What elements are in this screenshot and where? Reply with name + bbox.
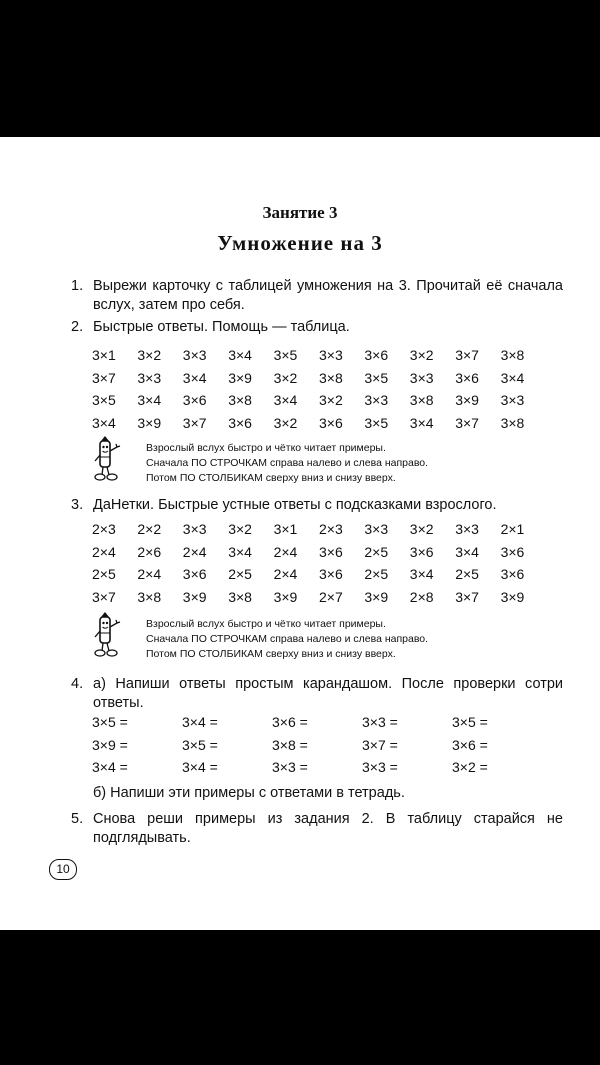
example-cell: 3×4 =: [92, 759, 128, 775]
example-cell: 3×6: [500, 543, 525, 560]
task-3-text: ДаНетки. Быстрые устные ответы с подсказками взрослого.: [93, 497, 497, 513]
task-3-number: 3.: [71, 497, 84, 513]
example-cell: 3×3: [409, 369, 434, 386]
example-cell: 3×9: [137, 414, 162, 431]
example-cell: 3×9: [228, 369, 252, 386]
example-cell: 3×8: [228, 588, 252, 605]
example-cell: 3×4: [92, 414, 116, 431]
example-cell: 2×5: [364, 566, 389, 582]
example-cell: 2×2: [137, 521, 162, 537]
task-5-number: 5.: [71, 811, 84, 827]
task-5: [71, 810, 563, 850]
pencil-mascot-icon: [92, 435, 126, 483]
pencil-mascot-icon: [92, 611, 126, 659]
example-cell: 3×3 =: [272, 759, 308, 775]
example-cell: 2×7: [319, 588, 343, 605]
example-cell: 3×4: [228, 347, 252, 363]
task-5-text: Снова реши примеры из задания 2. В таблицу старайся не подглядывать.: [93, 811, 563, 846]
example-cell: 3×6 =: [272, 714, 308, 730]
task-3-examples-grid: [92, 521, 552, 609]
example-cell: 3×2: [273, 369, 298, 386]
example-cell: 3×3: [455, 521, 479, 537]
example-cell: 3×4: [455, 543, 479, 560]
example-cell: 3×5 =: [92, 714, 128, 730]
task-2-adult-note: [146, 441, 546, 486]
example-cell: 3×8: [409, 392, 434, 408]
example-cell: 2×5: [455, 566, 479, 582]
example-cell: 3×3: [500, 392, 525, 408]
task-4: [71, 675, 563, 715]
example-cell: 3×3: [137, 369, 162, 386]
example-cell: 3×6: [182, 392, 207, 408]
example-cell: 3×6: [319, 414, 343, 431]
example-cell: 3×7: [455, 588, 479, 605]
example-cell: 2×4: [137, 566, 162, 582]
example-cell: 3×8: [500, 347, 525, 363]
example-cell: 3×7 =: [362, 736, 398, 753]
example-cell: 3×2: [319, 392, 343, 408]
textbook-page: [0, 137, 600, 930]
example-cell: 3×8: [228, 392, 252, 408]
example-cell: 3×4: [409, 414, 434, 431]
example-cell: 2×3: [319, 521, 343, 537]
example-cell: 3×3: [182, 347, 207, 363]
task-2-text: Быстрые ответы. Помощь — таблица.: [93, 319, 350, 335]
example-cell: 3×6: [455, 369, 479, 386]
example-cell: 3×2: [228, 521, 252, 537]
task-4b-text: б) Напиши эти примеры с ответами в тетрадь.: [93, 785, 405, 801]
task-1-number: 1.: [71, 278, 84, 294]
example-cell: 2×4: [273, 566, 298, 582]
example-cell: 3×9: [182, 588, 207, 605]
example-cell: 3×2: [273, 414, 298, 431]
example-cell: 3×6: [319, 566, 343, 582]
example-cell: 3×4 =: [182, 759, 218, 775]
example-cell: 3×2: [409, 521, 434, 537]
example-cell: 2×4: [92, 543, 116, 560]
example-cell: 3×6: [228, 414, 252, 431]
example-cell: 2×1: [500, 521, 525, 537]
example-cell: 3×9: [273, 588, 298, 605]
example-cell: 3×6: [409, 543, 434, 560]
example-cell: 3×8: [500, 414, 525, 431]
task-4a-text: а) Напиши ответы простым карандашом. После проверки сотри ответы.: [93, 676, 563, 711]
task-2-examples-grid: [92, 347, 552, 435]
example-cell: 3×4 =: [182, 714, 218, 730]
example-cell: 3×4: [228, 543, 252, 560]
example-cell: 2×4: [182, 543, 207, 560]
page-title: Умножение на 3: [217, 231, 383, 255]
example-cell: 3×6: [182, 566, 207, 582]
example-cell: 3×6: [364, 347, 389, 363]
task-3: [71, 496, 563, 516]
example-cell: 3×4: [273, 392, 298, 408]
example-cell: 3×7: [92, 369, 116, 386]
example-cell: 3×3: [182, 521, 207, 537]
example-cell: 3×5: [364, 369, 389, 386]
example-cell: 3×9 =: [92, 736, 128, 753]
example-cell: 3×3 =: [362, 714, 398, 730]
example-cell: 3×5 =: [182, 736, 218, 753]
example-cell: 3×9: [455, 392, 479, 408]
example-cell: 3×6: [319, 543, 343, 560]
example-cell: 3×5: [364, 414, 389, 431]
example-cell: 3×4: [182, 369, 207, 386]
lesson-heading: Занятие 3: [262, 203, 338, 222]
example-cell: 3×7: [182, 414, 207, 431]
example-cell: 3×2: [137, 347, 162, 363]
example-cell: 3×9: [500, 588, 525, 605]
example-cell: 3×5: [92, 392, 116, 408]
example-cell: 2×5: [228, 566, 252, 582]
example-cell: 3×8: [137, 588, 162, 605]
example-cell: 3×3: [364, 521, 389, 537]
note-line: Сначала ПО СТРОЧКАМ справа налево и слева направо.: [146, 633, 429, 645]
example-cell: 3×4: [409, 566, 434, 582]
example-cell: 3×6: [500, 566, 525, 582]
note-line: Сначала ПО СТРОЧКАМ справа налево и слева направо.: [146, 457, 429, 469]
note-line: Взрослый вслух быстро и чётко читает примеры.: [146, 618, 386, 630]
example-cell: 2×8: [409, 588, 434, 605]
example-cell: 3×1: [92, 347, 116, 363]
example-cell: 3×2: [409, 347, 434, 363]
note-line: Взрослый вслух быстро и чётко читает примеры.: [146, 442, 386, 454]
task-2: [71, 318, 563, 338]
example-cell: 3×3: [319, 347, 343, 363]
task-4-number: 4.: [71, 676, 84, 692]
example-cell: 3×8 =: [272, 736, 308, 753]
example-cell: 3×4: [137, 392, 162, 408]
example-cell: 3×8: [319, 369, 343, 386]
note-line: Потом ПО СТОЛБИКАМ сверху вниз и снизу вверх.: [146, 472, 396, 484]
note-line: Потом ПО СТОЛБИКАМ сверху вниз и снизу вверх.: [146, 648, 396, 660]
example-cell: 3×6 =: [452, 736, 488, 753]
task-4-examples-grid: [92, 714, 552, 780]
example-cell: 2×5: [92, 566, 116, 582]
task-1: [71, 277, 563, 317]
example-cell: 3×4: [500, 369, 525, 386]
example-cell: 3×3: [364, 392, 389, 408]
example-cell: 3×2 =: [452, 759, 488, 775]
example-cell: 3×1: [273, 521, 298, 537]
example-cell: 3×5 =: [452, 714, 488, 730]
example-cell: 3×5: [273, 347, 298, 363]
task-2-number: 2.: [71, 319, 84, 335]
example-cell: 2×5: [364, 543, 389, 560]
page-number: 10: [49, 859, 77, 880]
task-1-text: Вырежи карточку с таблицей умножения на 3. Прочитай её сначала вслух, затем про себя.: [93, 278, 563, 313]
task-3-adult-note: [146, 617, 546, 662]
example-cell: 3×7: [455, 414, 479, 431]
example-cell: 2×3: [92, 521, 116, 537]
example-cell: 3×9: [364, 588, 389, 605]
example-cell: 3×3 =: [362, 759, 398, 775]
task-4b: [93, 784, 563, 804]
example-cell: 2×4: [273, 543, 298, 560]
example-cell: 3×7: [455, 347, 479, 363]
example-cell: 3×7: [92, 588, 116, 605]
example-cell: 2×6: [137, 543, 162, 560]
